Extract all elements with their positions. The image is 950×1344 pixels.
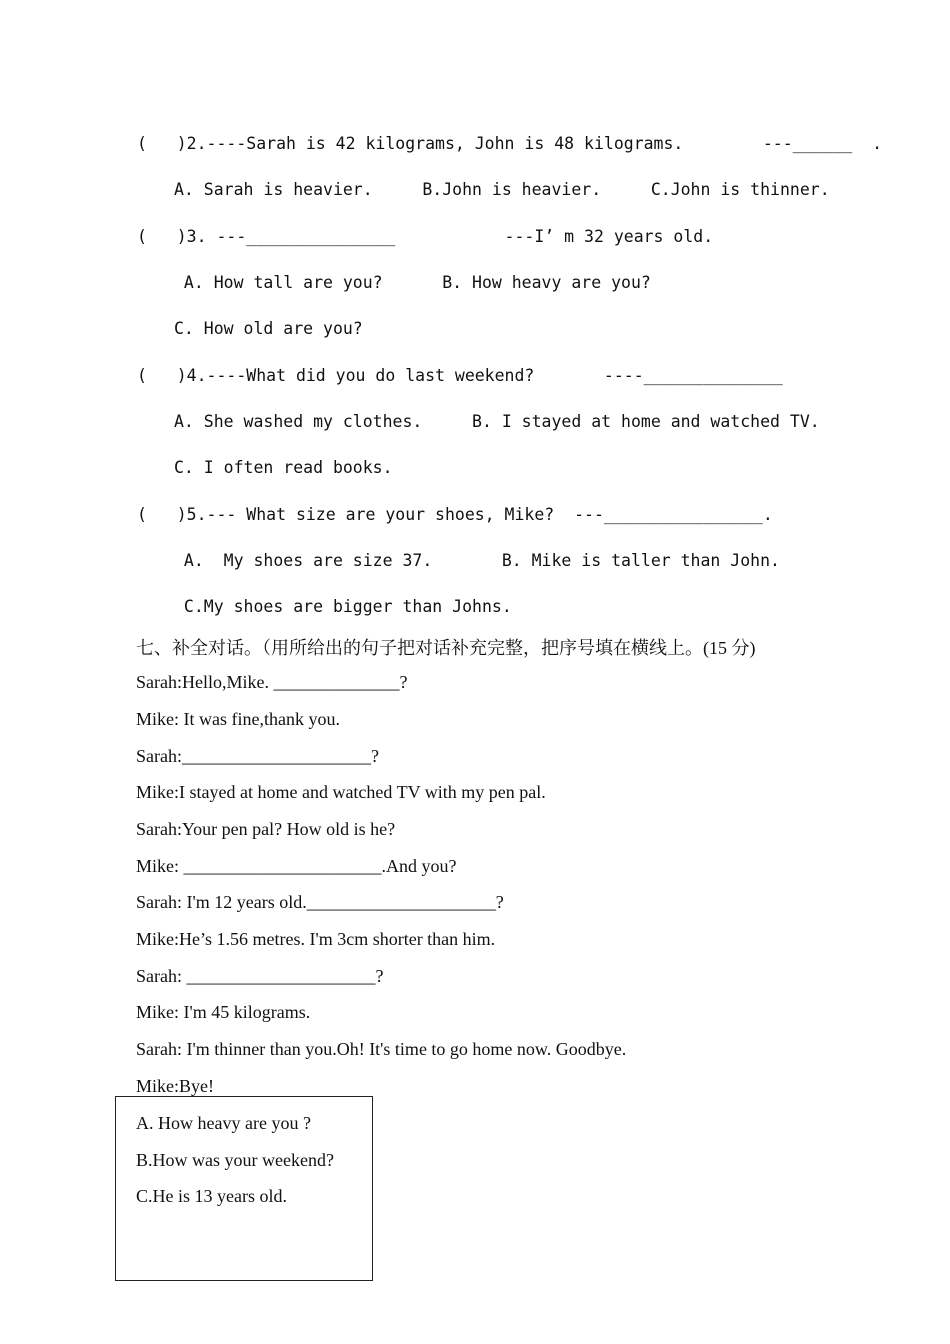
dialogue-line: Mike: I'm 45 kilograms.: [136, 1002, 311, 1022]
question-4-options-1: A. She washed my clothes. B. I stayed at home and watched TV.: [174, 412, 820, 431]
dialogue-line: Sarah:_____________________?: [136, 746, 379, 766]
question-5: ( )5.--- What size are your shoes, Mike? ---________________.: [137, 505, 773, 524]
answer-option-c: C.He is 13 years old.: [136, 1186, 287, 1206]
dialogue-line: Sarah: _____________________?: [136, 966, 384, 986]
question-4: ( )4.----What did you do last weekend? ----______________: [137, 366, 783, 385]
dialogue-line: Sarah: I'm 12 years old._____________________?: [136, 892, 504, 912]
dialogue-line: Sarah: I'm thinner than you.Oh! It's time to go home now. Goodbye.: [136, 1039, 627, 1059]
question-4-options-2: C. I often read books.: [174, 458, 393, 477]
dialogue-line: Mike: It was fine,thank you.: [136, 709, 340, 729]
question-3: ( )3. ---_______________ ---I’ m 32 years old.: [137, 227, 714, 246]
question-3-options-1: A. How tall are you? B. How heavy are you?: [174, 273, 651, 292]
dialogue-line: Mike:Bye!: [136, 1076, 214, 1096]
dialogue-line: Sarah:Your pen pal? How old is he?: [136, 819, 396, 839]
answer-option-b: B.How was your weekend?: [136, 1150, 334, 1170]
question-5-options-2: C.My shoes are bigger than Johns.: [174, 597, 512, 616]
dialogue-line: Mike:He’s 1.56 metres. I'm 3cm shorter than him.: [136, 929, 496, 949]
dialogue-line: Sarah:Hello,Mike. ______________?: [136, 672, 408, 692]
dialogue-line: Mike:I stayed at home and watched TV with my pen pal.: [136, 782, 546, 802]
answer-option-a: A. How heavy are you ?: [136, 1113, 311, 1133]
question-2: ( )2.----Sarah is 42 kilograms, John is 48 kilograms. ---______ .: [137, 134, 883, 153]
dialogue-line: Mike: ______________________.And you?: [136, 856, 457, 876]
section-title: 七、补全对话。（用所给出的句子把对话补充完整，把序号填在横线上。(15 分): [136, 638, 756, 658]
question-2-options: A. Sarah is heavier. B.John is heavier. C.John is thinner.: [174, 180, 830, 199]
question-3-options-2: C. How old are you?: [174, 319, 363, 338]
question-5-options-1: A. My shoes are size 37. B. Mike is taller than John.: [174, 551, 780, 570]
